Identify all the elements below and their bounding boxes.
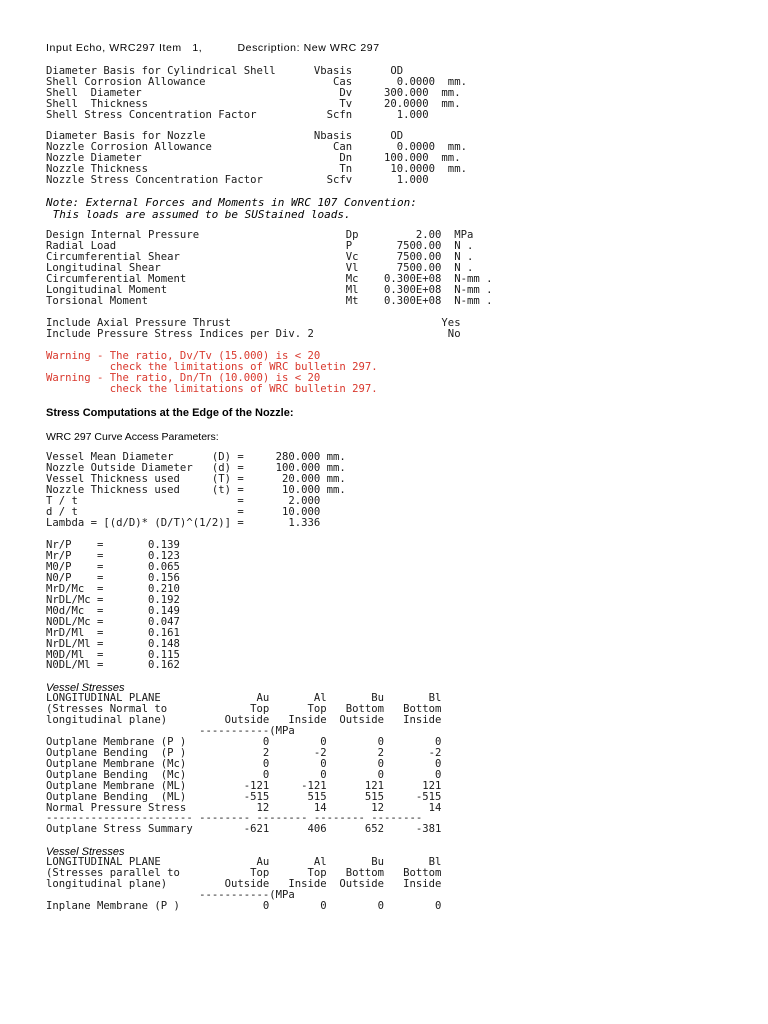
- options: [46, 318, 461, 340]
- table-row: Outplane Bending (P ) 2 -2 2 -2: [46, 746, 442, 759]
- param-line: Lambda = [(d/D)* (D/T)^(1/2)] = 1.336: [46, 516, 321, 529]
- load-line: Longitudinal Moment Ml 0.300E+08 N-mm .: [46, 283, 493, 296]
- table-row: (Stresses parallel to Top Top Bottom Bottom: [46, 866, 442, 879]
- load-line: Radial Load P 7500.00 N .: [46, 239, 474, 252]
- param-line: Nozzle Outside Diameter (d) = 100.000 mm.: [46, 461, 346, 474]
- table-row: Outplane Membrane (ML) -121 -121 121 121: [46, 779, 442, 792]
- ratio-line: N0/P = 0.156: [46, 571, 180, 584]
- table-row: LONGITUDINAL PLANE Au Al Bu Bl: [46, 856, 442, 868]
- shell-line: Diameter Basis for Cylindrical Shell Vbasis OD: [46, 65, 404, 77]
- table-summary-row: Outplane Stress Summary -621 406 652 -381: [46, 823, 442, 836]
- external-loads: [46, 230, 492, 307]
- ratio-line: N0DL/Mc = 0.047: [46, 615, 180, 628]
- param-line: T / t = 2.000: [46, 494, 321, 507]
- curve-heading: WRC 297 Curve Access Parameters:: [46, 431, 219, 443]
- warning-line: check the limitations of WRC bulletin 297.: [46, 382, 378, 395]
- ratio-line: N0DL/Ml = 0.162: [46, 659, 180, 672]
- option-line: Include Axial Pressure Thrust Yes: [46, 317, 461, 329]
- stress-table-normal: [46, 693, 441, 835]
- table-row: longitudinal plane) Outside Inside Outside Inside: [46, 713, 442, 726]
- load-line: Circumferential Shear Vc 7500.00 N .: [46, 250, 474, 263]
- section-heading: Stress Computations at the Edge of the Nozzle:: [46, 407, 294, 419]
- shell-parameters: [46, 66, 467, 121]
- ratio-line: M0/P = 0.065: [46, 560, 180, 573]
- warning-line: check the limitations of WRC bulletin 297.: [46, 360, 378, 373]
- table-row: -----------(MPa: [46, 724, 295, 737]
- table-row: Outplane Bending (ML) -515 515 515 -515: [46, 790, 442, 803]
- table-row: Inplane Membrane (P ) 0 0 0 0: [46, 899, 442, 912]
- stress-table-parallel: [46, 857, 441, 912]
- param-line: Nozzle Thickness used (t) = 10.000 mm.: [46, 483, 346, 496]
- nozzle-line: Nozzle Diameter Dn 100.000 mm.: [46, 151, 461, 164]
- ratio-line: MrD/Ml = 0.161: [46, 626, 180, 639]
- table2-title: Vessel Stresses: [46, 846, 125, 858]
- warnings: [46, 351, 378, 395]
- ratio-line: NrDL/Ml = 0.148: [46, 637, 180, 650]
- table-row: Outplane Membrane (P ) 0 0 0 0: [46, 735, 442, 748]
- load-line: Circumferential Moment Mc 0.300E+08 N-mm .: [46, 272, 493, 285]
- warning-line: Warning - The ratio, Dv/Tv (15.000) is < 20: [46, 350, 321, 362]
- ratio-line: NrDL/Mc = 0.192: [46, 593, 180, 606]
- ratio-line: Mr/P = 0.123: [46, 549, 180, 562]
- table-separator: ----------------------- -------- -------- -------- --------: [46, 812, 423, 825]
- shell-line: Shell Thickness Tv 20.0000 mm.: [46, 97, 461, 110]
- table1-title: Vessel Stresses: [46, 682, 125, 694]
- ratio-line: Nr/P = 0.139: [46, 539, 180, 551]
- ratio-line: M0D/Ml = 0.115: [46, 648, 180, 661]
- ratio-line: M0d/Mc = 0.149: [46, 604, 180, 617]
- shell-line: Shell Corrosion Allowance Cas 0.0000 mm.: [46, 75, 467, 88]
- option-line: Include Pressure Stress Indices per Div. 2 No: [46, 327, 461, 340]
- loads-note: [46, 197, 417, 221]
- ratio-line: MrD/Mc = 0.210: [46, 582, 180, 595]
- warning-line: Warning - The ratio, Dn/Tn (10.000) is < 20: [46, 371, 321, 384]
- note-line: Note: External Forces and Moments in WRC 107 Convention:: [46, 196, 417, 209]
- param-line: Vessel Thickness used (T) = 20.000 mm.: [46, 472, 346, 485]
- load-line: Torsional Moment Mt 0.300E+08 N-mm .: [46, 294, 493, 307]
- nozzle-line: Nozzle Stress Concentration Factor Scfv 1.000: [46, 173, 429, 186]
- load-line: Longitudinal Shear Vl 7500.00 N .: [46, 261, 474, 274]
- table-row: (Stresses Normal to Top Top Bottom Bottom: [46, 702, 442, 715]
- shell-line: Shell Stress Concentration Factor Scfn 1.000: [46, 108, 429, 121]
- nozzle-line: Nozzle Thickness Tn 10.0000 mm.: [46, 162, 467, 175]
- table-row: -----------(MPa: [46, 888, 295, 901]
- table-row: Outplane Membrane (Mc) 0 0 0 0: [46, 757, 442, 770]
- table-row: Outplane Bending (Mc) 0 0 0 0: [46, 768, 442, 781]
- nozzle-line: Nozzle Corrosion Allowance Can 0.0000 mm.: [46, 140, 467, 153]
- ratio-values: [46, 540, 180, 671]
- note-line: This loads are assumed to be SUStained loads.: [46, 208, 351, 221]
- table-row: LONGITUDINAL PLANE Au Al Bu Bl: [46, 692, 442, 704]
- header-title: Input Echo, WRC297 Item 1, Description: New WRC 297: [46, 42, 380, 54]
- table-row: Normal Pressure Stress 12 14 12 14: [46, 801, 442, 814]
- nozzle-parameters: [46, 131, 467, 186]
- param-line: d / t = 10.000: [46, 505, 321, 518]
- curve-parameters: [46, 452, 346, 529]
- nozzle-line: Diameter Basis for Nozzle Nbasis OD: [46, 130, 404, 142]
- param-line: Vessel Mean Diameter (D) = 280.000 mm.: [46, 451, 346, 463]
- table-row: longitudinal plane) Outside Inside Outside Inside: [46, 877, 442, 890]
- shell-line: Shell Diameter Dv 300.000 mm.: [46, 86, 461, 99]
- load-line: Design Internal Pressure Dp 2.00 MPa: [46, 229, 474, 241]
